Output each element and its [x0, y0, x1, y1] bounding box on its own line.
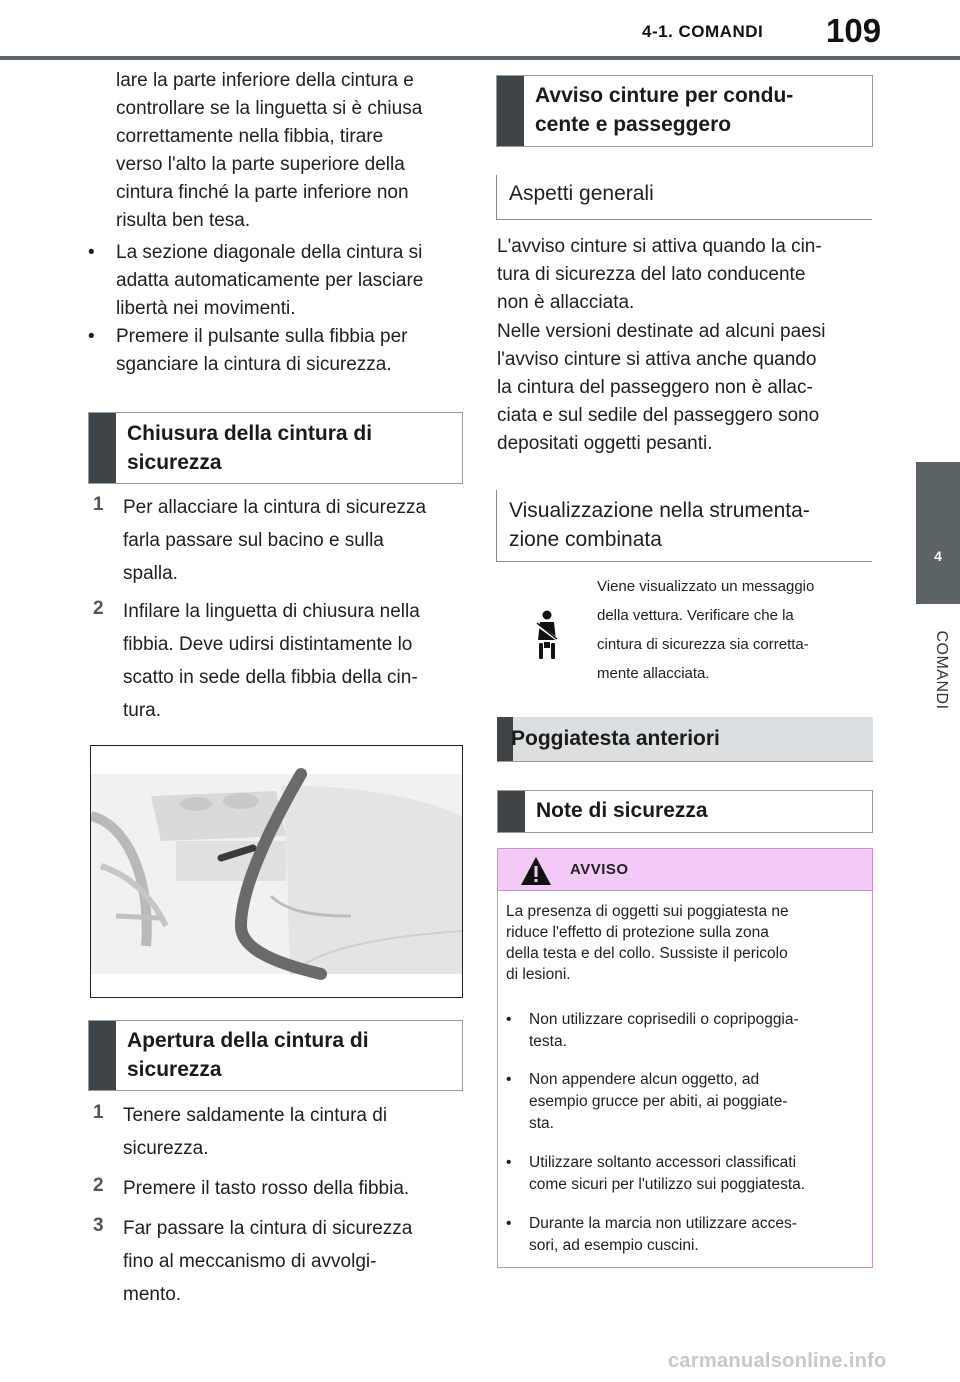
- bullet-dot: •: [506, 1215, 512, 1232]
- step-number: 1: [93, 1102, 104, 1123]
- text-line: di lesioni.: [506, 966, 571, 983]
- text-line: sori, ad esempio cuscini.: [529, 1237, 699, 1254]
- subheading-text: Aspetti generali: [509, 182, 654, 205]
- text-line: esempio grucce per abiti, ai poggiate-: [529, 1093, 788, 1110]
- heading-line: Chiusura della cintura di: [127, 422, 373, 445]
- text-line: mente allacciata.: [597, 665, 710, 682]
- text-line: scatto in sede della fibbia della cin-: [123, 667, 418, 688]
- text-line: Utilizzare soltanto accessori classificati: [529, 1154, 797, 1171]
- section-heading-chiusura: [88, 412, 463, 484]
- text-line: Tenere saldamente la cintura di: [123, 1105, 388, 1126]
- text-line: correttamente nella fibbia, tirare: [116, 126, 384, 147]
- warning-triangle-icon: [520, 856, 552, 886]
- text-line: della vettura. Verificare che la: [597, 607, 794, 624]
- step-number: 3: [93, 1215, 104, 1236]
- text-line: controllare se la linguetta si è chiusa: [116, 98, 423, 119]
- text-line: Premere il tasto rosso della fibbia.: [123, 1178, 410, 1199]
- heading-line: Poggiatesta anteriori: [511, 727, 720, 750]
- text-line: riduce l'effetto di protezione sulla zona: [506, 924, 769, 941]
- text-line: adatta automaticamente per lasciare: [116, 270, 424, 291]
- chapter-title: 4-1. COMANDI: [642, 22, 764, 41]
- chapter-tab-label-text: COMANDI: [933, 630, 950, 710]
- text-line: verso l'alto la parte superiore della: [116, 154, 405, 175]
- header-divider: [0, 56, 960, 60]
- subheading-text: zione combinata: [509, 528, 662, 551]
- text-line: come sicuri per l'utilizzo sui poggiatesta.: [529, 1176, 806, 1193]
- heading-bar: [89, 1021, 116, 1090]
- text-line: mento.: [123, 1284, 182, 1305]
- paragraph: [497, 318, 872, 458]
- text-line: lare la parte inferiore della cintura e: [116, 70, 414, 91]
- text-line: l'avviso cinture si attiva anche quando: [497, 349, 817, 370]
- text-line: Far passare la cintura di sicurezza: [123, 1218, 413, 1239]
- text-line: L'avviso cinture si attiva quando la cin-: [497, 236, 822, 257]
- text-line: non è allacciata.: [497, 292, 635, 313]
- text-line: libertà nei movimenti.: [116, 298, 296, 319]
- text-line: della testa e del collo. Sussiste il pericolo: [506, 945, 788, 962]
- bullet-dot: •: [506, 1011, 512, 1028]
- heading-line: Avviso cinture per condu-: [535, 84, 794, 107]
- section-heading-note-sicurezza: [497, 790, 873, 833]
- chapter-tab-number: 4: [934, 548, 942, 564]
- step-number: 2: [93, 1175, 104, 1196]
- heading-line: sicurezza: [127, 451, 222, 474]
- section-heading-avviso-cinture: [496, 75, 873, 147]
- intro-paragraph: [116, 67, 466, 235]
- text-line: tura.: [123, 700, 162, 721]
- watermark-link[interactable]: carmanualsonline.info: [668, 1350, 887, 1372]
- text-line: Durante la marcia non utilizzare acces-: [529, 1215, 797, 1232]
- text-line: fino al meccanismo di avvolgi-: [123, 1251, 377, 1272]
- bullet-dot: •: [506, 1154, 512, 1171]
- section-heading-poggiatesta: [497, 717, 873, 762]
- text-line: la cintura del passeggero non è allac-: [497, 377, 813, 398]
- step-number: 1: [93, 494, 104, 515]
- heading-bar: [498, 791, 525, 832]
- subheading-aspetti-generali: [496, 175, 872, 220]
- seatbelt-illustration: [90, 745, 463, 998]
- bullet-dot: •: [88, 242, 95, 263]
- text-line: cintura finché la parte inferiore non: [116, 182, 409, 203]
- heading-line: Note di sicurezza: [536, 799, 708, 822]
- text-line: depositati oggetti pesanti.: [497, 433, 713, 454]
- section-heading-apertura: [88, 1020, 463, 1091]
- text-line: Viene visualizzato un messaggio: [597, 578, 815, 595]
- warning-intro: [506, 901, 862, 985]
- heading-bar: [497, 76, 524, 146]
- bullet-dot: •: [506, 1071, 512, 1088]
- text-line: testa.: [529, 1033, 567, 1050]
- text-line: sta.: [529, 1115, 554, 1132]
- warning-header: [498, 849, 872, 891]
- text-line: Non utilizzare coprisedili o copripoggia-: [529, 1011, 799, 1028]
- bullet-dot: •: [88, 326, 95, 347]
- subheading-visualizzazione: [496, 490, 872, 562]
- text-line: tura di sicurezza del lato conducente: [497, 264, 806, 285]
- page-number: 109: [826, 12, 882, 49]
- text-line: Infilare la linguetta di chiusura nella: [123, 601, 420, 622]
- text-line: Non appendere alcun oggetto, ad: [529, 1071, 760, 1088]
- seatbelt-drawing: [91, 746, 462, 997]
- text-line: spalla.: [123, 563, 178, 584]
- warning-box: [497, 848, 873, 1268]
- text-line: ciata e sul sedile del passeggero sono: [497, 405, 820, 426]
- text-line: farla passare sul bacino e sulla: [123, 530, 384, 551]
- text-line: sicurezza.: [123, 1138, 209, 1159]
- heading-line: sicurezza: [127, 1058, 222, 1081]
- step-number: 2: [93, 598, 104, 619]
- chapter-tab[interactable]: [916, 462, 960, 604]
- text-line: fibbia. Deve udirsi distintamente lo: [123, 634, 413, 655]
- heading-line: cente e passeggero: [535, 113, 732, 136]
- text-line: sganciare la cintura di sicurezza.: [116, 354, 392, 375]
- text-line: Nelle versioni destinate ad alcuni paesi: [497, 321, 826, 342]
- text-line: Per allacciare la cintura di sicurezza: [123, 497, 427, 518]
- heading-bar: [89, 413, 116, 483]
- text-line: cintura di sicurezza sia corretta-: [597, 636, 809, 653]
- text-line: risulta ben tesa.: [116, 210, 251, 231]
- warning-title: AVVISO: [570, 861, 629, 878]
- paragraph: [497, 233, 872, 317]
- text-line: La presenza di oggetti sui poggiatesta ne: [506, 903, 789, 920]
- seatbelt-warning-icon: [532, 610, 562, 662]
- chapter-tab-label: [921, 620, 960, 720]
- warning-message-text: [597, 572, 872, 688]
- heading-line: Apertura della cintura di: [127, 1029, 369, 1052]
- text-line: Premere il pulsante sulla fibbia per: [116, 326, 408, 347]
- text-line: La sezione diagonale della cintura si: [116, 242, 423, 263]
- subheading-text: Visualizzazione nella strumenta-: [509, 499, 810, 522]
